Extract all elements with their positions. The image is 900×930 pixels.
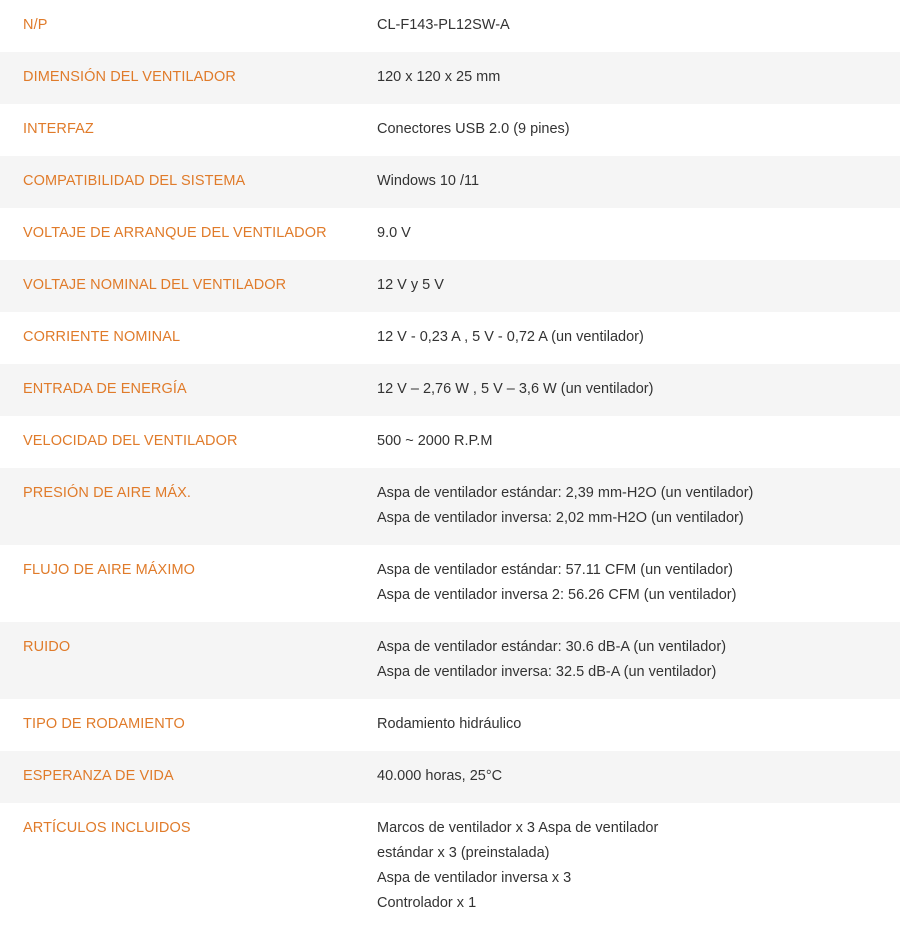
spec-row-interface: [0, 104, 900, 156]
spec-value-line: Aspa de ventilador inversa: 32.5 dB-A (un ventilador): [377, 664, 717, 680]
spec-value-line: Aspa de ventilador estándar: 57.11 CFM (un ventilador): [377, 562, 733, 578]
spec-value-line: 12 V - 0,23 A , 5 V - 0,72 A (un ventilador): [377, 329, 644, 345]
spec-value: [377, 416, 900, 468]
spec-row-noise: [0, 622, 900, 699]
spec-value: [377, 364, 900, 416]
spec-row-life-expectancy: [0, 751, 900, 803]
spec-row-fan-dimension: [0, 52, 900, 104]
spec-label: INTERFAZ: [23, 121, 94, 137]
spec-value-line: CL-F143-PL12SW-A: [377, 17, 510, 33]
spec-row-fan-speed: [0, 416, 900, 468]
spec-value: [377, 545, 900, 622]
spec-value-line: 500 ~ 2000 R.P.M: [377, 433, 493, 449]
spec-value: [377, 622, 900, 699]
spec-value-line: Conectores USB 2.0 (9 pines): [377, 121, 570, 137]
spec-value: [377, 751, 900, 803]
spec-label: PRESIÓN DE AIRE MÁX.: [0, 468, 377, 545]
spec-value: [377, 699, 900, 751]
spec-value-line: Rodamiento hidráulico: [377, 716, 522, 732]
spec-value-line: Aspa de ventilador inversa: 2,02 mm-H2O (un ventilador): [377, 510, 744, 526]
spec-label: COMPATIBILIDAD DEL SISTEMA: [0, 156, 377, 208]
spec-value: [377, 468, 900, 545]
spec-label: N/P: [23, 17, 48, 33]
spec-row-rated-voltage: [0, 260, 900, 312]
spec-value: [377, 156, 900, 208]
spec-label: ARTÍCULOS INCLUIDOS: [23, 820, 191, 836]
spec-row-max-air-pressure: [0, 468, 900, 545]
spec-value-line: Aspa de ventilador estándar: 2,39 mm-H2O (un ventilador): [377, 485, 754, 501]
spec-value: [377, 260, 900, 312]
spec-value-line: estándar x 3 (preinstalada): [377, 845, 550, 861]
spec-label: ENTRADA DE ENERGÍA: [0, 364, 377, 416]
spec-value: [377, 803, 900, 930]
spec-label: VELOCIDAD DEL VENTILADOR: [23, 433, 238, 449]
spec-value: [377, 312, 900, 364]
spec-value-line: 120 x 120 x 25 mm: [377, 69, 501, 85]
spec-value-line: 12 V – 2,76 W , 5 V – 3,6 W (un ventilador): [377, 381, 654, 397]
spec-value-line: 12 V y 5 V: [377, 277, 444, 293]
spec-row-np: [0, 0, 900, 52]
spec-value-line: 9.0 V: [377, 225, 411, 241]
spec-value-line: Controlador x 1: [377, 895, 477, 911]
spec-value-line: Windows 10 /11: [377, 173, 480, 189]
spec-value: [377, 104, 900, 156]
spec-row-starting-voltage: [0, 208, 900, 260]
spec-label: TIPO DE RODAMIENTO: [23, 716, 185, 732]
spec-label: VOLTAJE DE ARRANQUE DEL VENTILADOR: [23, 225, 327, 241]
spec-value: [377, 52, 900, 104]
spec-value: [377, 208, 900, 260]
spec-label: RUIDO: [0, 622, 377, 699]
spec-row-max-airflow: [0, 545, 900, 622]
spec-value-line: Aspa de ventilador inversa 2: 56.26 CFM (un ventilador): [377, 587, 737, 603]
spec-row-bearing-type: [0, 699, 900, 751]
spec-label: DIMENSIÓN DEL VENTILADOR: [0, 52, 377, 104]
spec-label: FLUJO DE AIRE MÁXIMO: [23, 562, 195, 578]
spec-value: [377, 0, 900, 52]
spec-value-line: 40.000 horas, 25°C: [377, 768, 503, 784]
spec-row-system-compatibility: [0, 156, 900, 208]
spec-row-rated-current: [0, 312, 900, 364]
spec-label: VOLTAJE NOMINAL DEL VENTILADOR: [0, 260, 377, 312]
spec-value-line: Marcos de ventilador x 3 Aspa de ventilador: [377, 820, 659, 836]
spec-value-line: Aspa de ventilador estándar: 30.6 dB-A (un ventilador): [377, 639, 727, 655]
spec-label: CORRIENTE NOMINAL: [23, 329, 181, 345]
spec-row-included-items: [0, 803, 900, 930]
spec-value-line: Aspa de ventilador inversa x 3: [377, 870, 572, 886]
spec-label: ESPERANZA DE VIDA: [0, 751, 377, 803]
spec-row-power-input: [0, 364, 900, 416]
